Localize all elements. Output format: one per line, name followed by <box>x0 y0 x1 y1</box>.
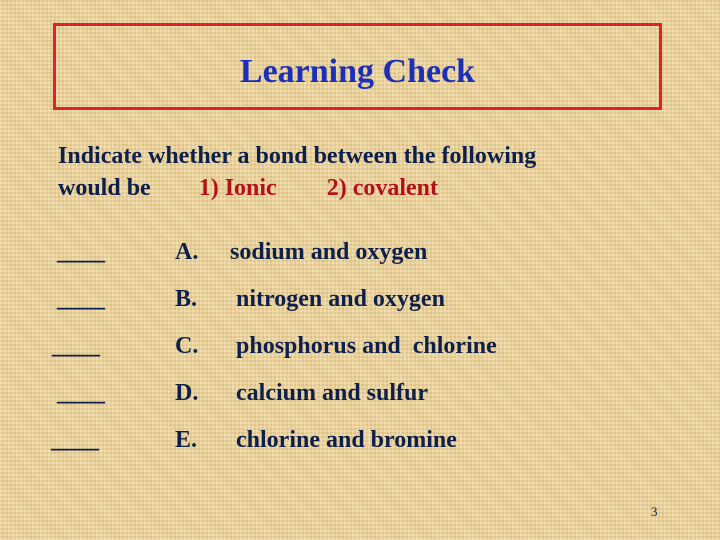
answer-blank-a[interactable]: ____ <box>57 239 105 265</box>
answer-blank-c[interactable]: ____ <box>52 333 100 359</box>
item-letter-d: D. <box>175 380 199 406</box>
item-letter-e: E. <box>175 427 198 453</box>
option-covalent: 2) covalent <box>326 175 439 201</box>
prompt-line-1: Indicate whether a bond between the following <box>58 143 537 169</box>
item-letter-a: A. <box>175 239 199 265</box>
item-text-b: nitrogen and oxygen <box>236 286 445 312</box>
question-prompt <box>58 140 536 204</box>
answer-blank-b[interactable]: ____ <box>57 286 105 312</box>
item-text-e: chlorine and bromine <box>236 427 457 453</box>
page-number: 3 <box>651 504 658 519</box>
answer-blank-d[interactable]: ____ <box>57 380 105 406</box>
item-text-a: sodium and oxygen <box>230 239 428 265</box>
prompt-line-2 <box>58 172 536 204</box>
answer-blank-e[interactable]: ____ <box>51 427 99 453</box>
option-ionic: 1) Ionic <box>198 175 277 201</box>
title-box <box>53 23 662 110</box>
item-letter-b: B. <box>175 286 198 312</box>
item-text-c: phosphorus and chlorine <box>236 333 497 359</box>
prompt-line-2-text: would be <box>58 175 151 201</box>
slide-title: Learning Check <box>239 53 476 90</box>
item-text-d: calcium and sulfur <box>236 380 429 406</box>
item-letter-c: C. <box>175 333 199 359</box>
